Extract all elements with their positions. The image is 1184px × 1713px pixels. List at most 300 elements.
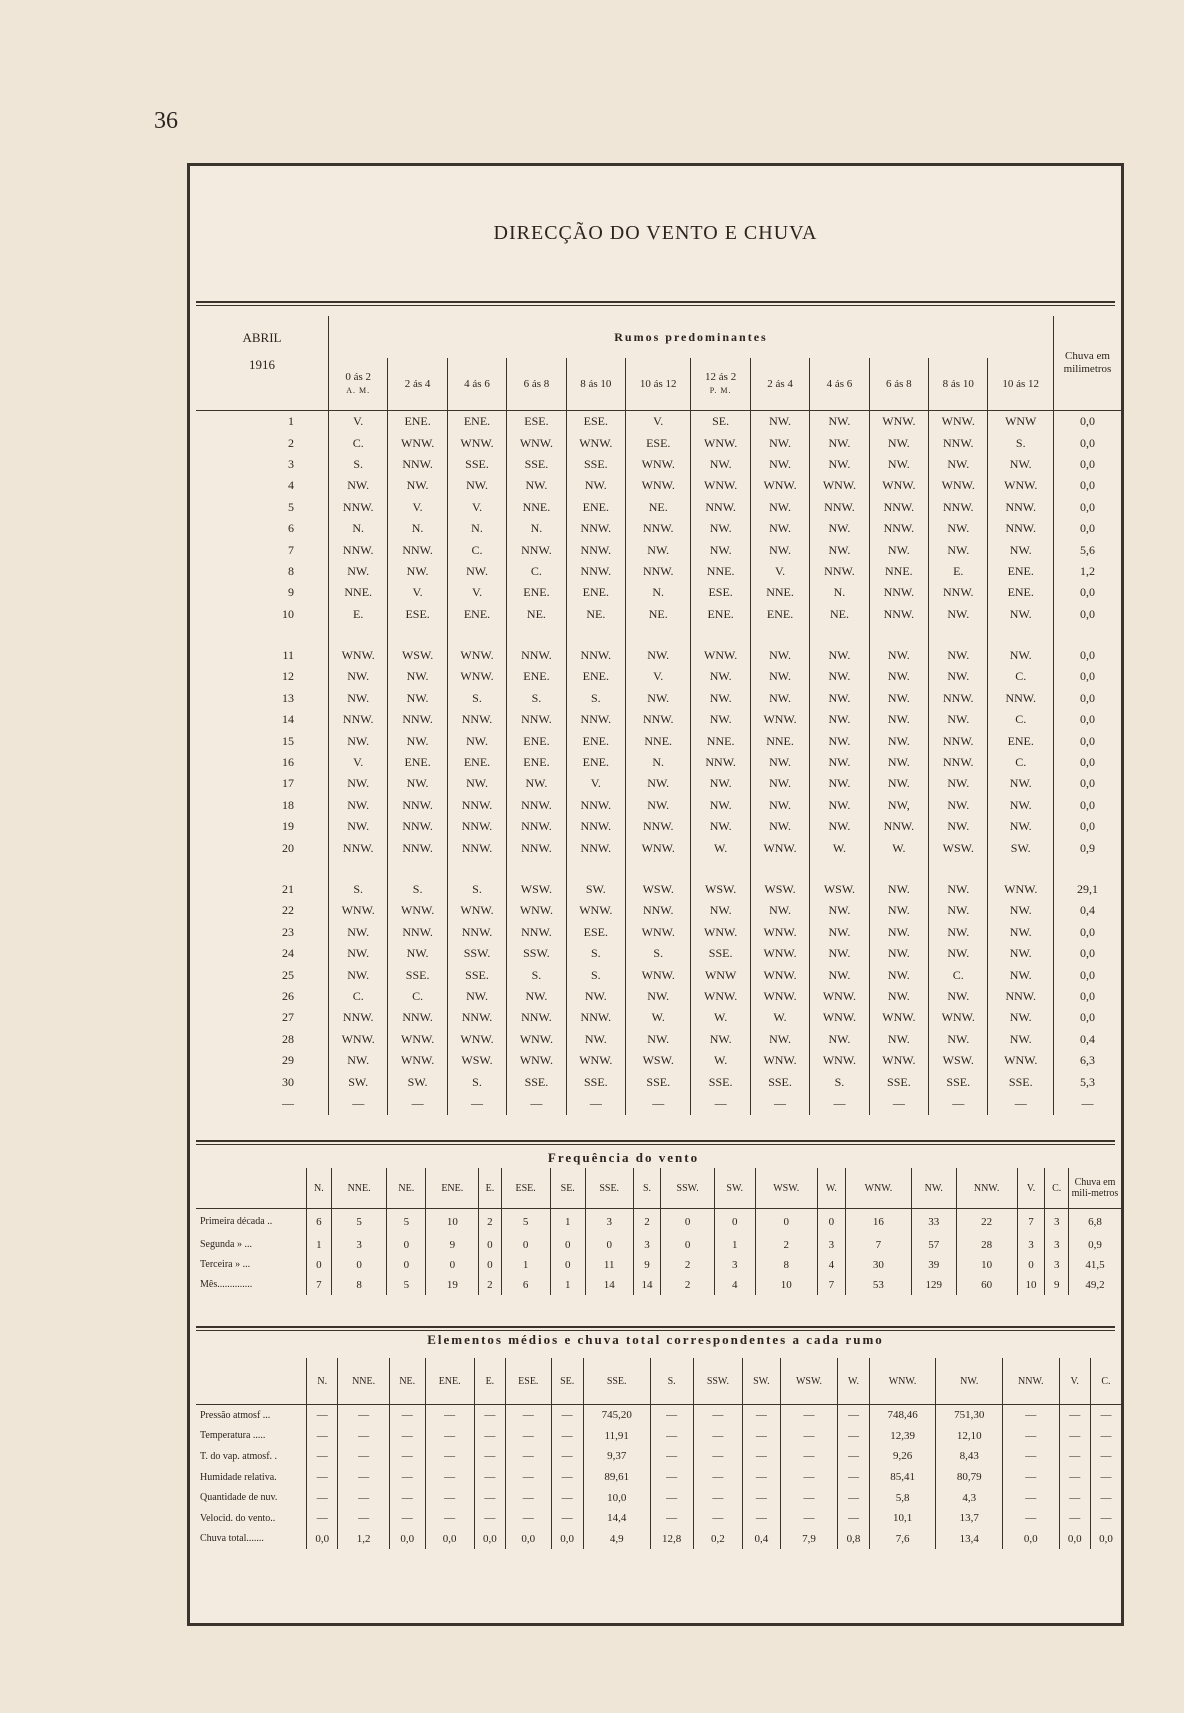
direction-cell: SSE. (507, 454, 566, 475)
direction-cell: SSE. (626, 1071, 691, 1092)
direction-cell: NW. (988, 943, 1054, 964)
direction-cell: ESE. (566, 411, 625, 433)
elem-cell: — (1090, 1487, 1121, 1508)
freq-column-header: NE. (387, 1168, 426, 1209)
day-cell: 7 (288, 542, 294, 557)
direction-cell: NNE. (329, 582, 388, 603)
direction-cell: ENE. (691, 604, 750, 625)
direction-cell: NW. (810, 900, 869, 921)
direction-cell: N. (329, 518, 388, 539)
table-row (196, 561, 1121, 582)
elem-cell: — (650, 1508, 693, 1529)
elem-column-header: C. (1090, 1358, 1121, 1405)
direction-cell: N. (388, 518, 447, 539)
hour-header: 0 ás 2 A. M. (329, 358, 388, 411)
direction-cell: NW. (869, 752, 928, 773)
direction-cell: WNW. (626, 454, 691, 475)
direction-cell: NW. (388, 561, 447, 582)
table-row (196, 518, 1121, 539)
direction-cell: WNW. (626, 837, 691, 858)
elem-column-header: NNE. (338, 1358, 389, 1405)
elem-cell: — (1090, 1426, 1121, 1447)
direction-cell: NW. (329, 666, 388, 687)
elem-cell: 80,79 (936, 1467, 1003, 1488)
direction-cell: NW. (929, 795, 988, 816)
elem-cell: — (338, 1405, 389, 1426)
direction-cell: NNW. (388, 837, 447, 858)
direction-cell: NW. (988, 964, 1054, 985)
direction-cell: NW. (869, 986, 928, 1007)
direction-cell: NNW. (626, 561, 691, 582)
table-row (196, 986, 1121, 1007)
elem-cell: 0,0 (425, 1529, 474, 1550)
rain-cell: 0,0 (1054, 773, 1122, 794)
direction-cell: NW. (507, 773, 566, 794)
elem-cell: 9,37 (583, 1446, 650, 1467)
elements-table (196, 1358, 1121, 1549)
direction-cell: NW. (810, 795, 869, 816)
elem-column-header: SW. (743, 1358, 781, 1405)
direction-cell: NW. (988, 645, 1054, 666)
row-label: Chuva total....... (200, 1533, 264, 1545)
elem-cell: — (743, 1508, 781, 1529)
elem-cell: 10,0 (583, 1487, 650, 1508)
table-row (196, 943, 1121, 964)
freq-section-title: Frequência do vento (547, 1150, 700, 1165)
direction-cell: WNW. (929, 475, 988, 496)
direction-cell: NNW. (507, 709, 566, 730)
direction-cell: WNW. (388, 900, 447, 921)
freq-column-header: C. (1045, 1168, 1069, 1209)
elem-cell: — (307, 1508, 338, 1529)
dash-cell: — (566, 1093, 625, 1115)
direction-cell: NW. (329, 475, 388, 496)
elem-cell: — (743, 1446, 781, 1467)
direction-cell: NNW. (566, 518, 625, 539)
day-cell: 2 (288, 435, 294, 450)
elem-cell: — (474, 1487, 505, 1508)
hour-header: 2 ás 4 (750, 358, 809, 411)
direction-cell: S. (626, 943, 691, 964)
elem-cell: — (551, 1467, 583, 1488)
table-row (196, 900, 1121, 921)
elem-cell: 0,0 (474, 1529, 505, 1550)
elem-cell: — (693, 1487, 742, 1508)
elem-cell: — (693, 1405, 742, 1426)
elem-cell: 12,8 (650, 1529, 693, 1550)
direction-cell: NNW. (507, 539, 566, 560)
direction-cell: NNW. (447, 922, 506, 943)
table-row (196, 1209, 1121, 1235)
freq-cell: 16 (845, 1209, 911, 1235)
direction-cell: NNW. (988, 688, 1054, 709)
day-cell: 1 (288, 414, 294, 429)
direction-cell: V. (329, 411, 388, 433)
table-row (196, 837, 1121, 858)
freq-cell: 0 (479, 1255, 501, 1275)
dash-cell: — (626, 1093, 691, 1115)
direction-cell: WNW. (329, 900, 388, 921)
direction-cell: V. (447, 582, 506, 603)
direction-cell: NW. (869, 773, 928, 794)
freq-cell: 30 (845, 1255, 911, 1275)
freq-cell: 0 (550, 1235, 585, 1255)
direction-cell: W. (626, 1007, 691, 1028)
direction-cell: C. (988, 709, 1054, 730)
direction-cell: NW. (329, 688, 388, 709)
direction-cell: NW. (929, 922, 988, 943)
elem-cell: — (838, 1508, 869, 1529)
direction-cell: NNW. (929, 432, 988, 453)
hour-header: 10 ás 12 (988, 358, 1054, 411)
direction-cell: NNW. (447, 709, 506, 730)
freq-cell: 0 (755, 1209, 817, 1235)
elem-cell: 11,91 (583, 1426, 650, 1447)
direction-cell: NW. (810, 666, 869, 687)
direction-cell: NW. (626, 688, 691, 709)
direction-cell: NNW. (869, 816, 928, 837)
elem-cell: 0,0 (506, 1529, 551, 1550)
direction-cell: NW, (869, 795, 928, 816)
direction-cell: NW. (329, 964, 388, 985)
direction-cell: SSE. (447, 454, 506, 475)
elem-cell: — (650, 1467, 693, 1488)
direction-cell: C. (329, 432, 388, 453)
elem-cell: — (693, 1426, 742, 1447)
direction-cell: NNW. (566, 816, 625, 837)
rain-cell: 0,0 (1054, 709, 1122, 730)
freq-cell: 9 (633, 1255, 661, 1275)
table-row (196, 1071, 1121, 1092)
freq-column-header: W. (817, 1168, 845, 1209)
freq-cell: 10 (755, 1275, 817, 1295)
direction-cell: V. (626, 666, 691, 687)
elem-cell: — (838, 1467, 869, 1488)
direction-cell: NNW. (869, 582, 928, 603)
elem-cell: — (474, 1405, 505, 1426)
rain-cell: 0,0 (1054, 730, 1122, 751)
freq-cell: 7 (307, 1275, 332, 1295)
row-label: Segunda » ... (200, 1239, 252, 1250)
direction-cell: NW. (929, 604, 988, 625)
direction-cell: NW. (329, 730, 388, 751)
direction-cell: WNW. (447, 666, 506, 687)
direction-cell: V. (566, 773, 625, 794)
direction-cell: SW. (329, 1071, 388, 1092)
rain-cell: 0,0 (1054, 454, 1122, 475)
table-row (196, 1235, 1121, 1255)
direction-cell: WNW. (329, 1029, 388, 1050)
dash-cell: — (750, 1093, 809, 1115)
table-row (196, 1487, 1121, 1508)
elem-column-header: NW. (936, 1358, 1003, 1405)
direction-cell: SW. (388, 1071, 447, 1092)
elem-cell: — (307, 1487, 338, 1508)
freq-cell: 2 (755, 1235, 817, 1255)
direction-cell: V. (329, 752, 388, 773)
direction-cell: NNW. (988, 497, 1054, 518)
direction-cell: NNW. (988, 518, 1054, 539)
direction-cell: WNW. (750, 709, 809, 730)
direction-cell: NNW. (810, 497, 869, 518)
freq-cell: 5 (387, 1275, 426, 1295)
direction-cell: NNW. (329, 539, 388, 560)
direction-cell: S. (447, 1071, 506, 1092)
direction-cell: WNW. (988, 475, 1054, 496)
freq-cell: 1 (714, 1235, 755, 1255)
freq-rain-cell: 6,8 (1069, 1209, 1122, 1235)
freq-cell: 57 (912, 1235, 956, 1255)
direction-cell: NNW. (566, 561, 625, 582)
direction-cell: WNW. (507, 1029, 566, 1050)
direction-cell: W. (691, 1007, 750, 1028)
elem-cell: — (1003, 1426, 1059, 1447)
direction-cell: NW. (810, 432, 869, 453)
direction-cell: ENE. (988, 730, 1054, 751)
direction-cell: WNW. (566, 1050, 625, 1071)
direction-cell: NW. (388, 666, 447, 687)
rain-cell: 0,0 (1054, 475, 1122, 496)
direction-cell: NW. (988, 816, 1054, 837)
row-label: Humidade relativa. (200, 1471, 277, 1483)
freq-column-header: WSW. (755, 1168, 817, 1209)
direction-cell: NW. (869, 922, 928, 943)
elem-column-header: V. (1059, 1358, 1090, 1405)
freq-column-header: ESE. (501, 1168, 550, 1209)
hour-header: 4 ás 6 (810, 358, 869, 411)
direction-cell: C. (507, 561, 566, 582)
direction-cell: NW. (388, 475, 447, 496)
hour-header: 6 ás 8 (507, 358, 566, 411)
table-row (196, 752, 1121, 773)
direction-cell: S. (507, 688, 566, 709)
direction-cell: ENE. (566, 666, 625, 687)
elem-column-header: SE. (551, 1358, 583, 1405)
divider (196, 1140, 1115, 1145)
table-row (196, 411, 1121, 433)
elem-column-header: S. (650, 1358, 693, 1405)
direction-cell: NE. (626, 604, 691, 625)
dash-cell: — (810, 1093, 869, 1115)
direction-cell: NW. (691, 773, 750, 794)
dash-cell: — (988, 1093, 1054, 1115)
dash-cell: — (507, 1093, 566, 1115)
elem-cell: — (838, 1446, 869, 1467)
elem-cell: — (780, 1467, 838, 1488)
elem-cell: — (693, 1508, 742, 1529)
dash-cell: — (1054, 1093, 1122, 1115)
direction-cell: NE. (566, 604, 625, 625)
direction-cell: NNW. (869, 518, 928, 539)
elem-cell: — (551, 1405, 583, 1426)
direction-cell: NW. (988, 900, 1054, 921)
direction-cell: NNW. (869, 604, 928, 625)
elem-column-header: W. (838, 1358, 869, 1405)
direction-cell: S. (566, 943, 625, 964)
freq-cell: 3 (331, 1235, 387, 1255)
freq-cell: 60 (956, 1275, 1017, 1295)
rain-cell: 29,1 (1054, 879, 1122, 900)
freq-cell: 0 (661, 1235, 715, 1255)
direction-cell: S. (447, 688, 506, 709)
elem-cell: — (1090, 1405, 1121, 1426)
day-cell: 28 (282, 1031, 294, 1046)
elem-cell: 8,43 (936, 1446, 1003, 1467)
freq-cell: 53 (845, 1275, 911, 1295)
direction-cell: WSW. (929, 837, 988, 858)
freq-rain-header: Chuva em mili-metros (1069, 1168, 1122, 1209)
direction-cell: NW. (447, 986, 506, 1007)
direction-cell: WNW. (329, 645, 388, 666)
direction-cell: NW. (810, 411, 869, 433)
elem-cell: 0,0 (1090, 1529, 1121, 1550)
direction-cell: V. (750, 561, 809, 582)
direction-cell: NW. (810, 688, 869, 709)
elem-cell: 14,4 (583, 1508, 650, 1529)
direction-cell: ENE. (988, 561, 1054, 582)
direction-cell: W. (869, 837, 928, 858)
day-cell: 26 (282, 988, 294, 1003)
direction-cell: C. (988, 752, 1054, 773)
elem-cell: 0,0 (307, 1529, 338, 1550)
freq-cell: 0 (550, 1255, 585, 1275)
direction-cell: NNW. (929, 688, 988, 709)
direction-cell: NNW. (329, 837, 388, 858)
direction-cell: SSE. (869, 1071, 928, 1092)
direction-cell: WNW. (810, 1050, 869, 1071)
table-row (196, 604, 1121, 625)
freq-cell: 7 (817, 1275, 845, 1295)
elem-cell: — (338, 1487, 389, 1508)
elem-cell: 0,2 (693, 1529, 742, 1550)
direction-cell: NW. (691, 518, 750, 539)
dash-cell: — (691, 1093, 750, 1115)
direction-cell: NNW. (388, 795, 447, 816)
direction-cell: WNW. (810, 475, 869, 496)
direction-cell: SSE. (691, 1071, 750, 1092)
freq-cell: 10 (1017, 1275, 1045, 1295)
direction-cell: C. (929, 964, 988, 985)
elem-cell: — (389, 1405, 425, 1426)
document-frame (187, 163, 1124, 1626)
direction-cell: NW. (626, 773, 691, 794)
direction-cell: SSE. (566, 454, 625, 475)
direction-cell: NW. (691, 454, 750, 475)
elem-column-header: WNW. (869, 1358, 936, 1405)
direction-cell: WNW. (750, 837, 809, 858)
elem-cell: — (389, 1446, 425, 1467)
direction-cell: V. (626, 411, 691, 433)
direction-cell: N. (447, 518, 506, 539)
direction-cell: NW. (447, 475, 506, 496)
freq-cell: 5 (331, 1209, 387, 1235)
direction-cell: S. (566, 964, 625, 985)
direction-cell: WSW. (929, 1050, 988, 1071)
direction-cell: ENE. (750, 604, 809, 625)
freq-cell: 4 (817, 1255, 845, 1275)
dash-cell: — (447, 1093, 506, 1115)
elem-cell: — (743, 1426, 781, 1447)
direction-cell: NW. (750, 816, 809, 837)
direction-cell: WNW. (566, 900, 625, 921)
table-row (196, 1029, 1121, 1050)
direction-cell: WNW. (929, 411, 988, 433)
elem-cell: — (338, 1426, 389, 1447)
direction-cell: WNW. (750, 964, 809, 985)
page-number: 36 (154, 108, 178, 134)
day-cell: 19 (282, 819, 294, 834)
direction-cell: S. (988, 432, 1054, 453)
direction-cell: WNW. (507, 900, 566, 921)
direction-cell: WNW. (988, 1050, 1054, 1071)
freq-cell: 3 (1045, 1255, 1069, 1275)
direction-cell: WNW. (869, 475, 928, 496)
direction-cell: WSW. (626, 1050, 691, 1071)
direction-cell: ENE. (507, 582, 566, 603)
elem-cell: — (425, 1405, 474, 1426)
direction-cell: SSE. (388, 964, 447, 985)
direction-cell: W. (691, 1050, 750, 1071)
direction-cell: NW. (750, 666, 809, 687)
freq-rain-cell: 0,9 (1069, 1235, 1122, 1255)
direction-cell: SE. (691, 411, 750, 433)
direction-cell: NW. (869, 645, 928, 666)
freq-column-header: SSW. (661, 1168, 715, 1209)
freq-cell: 2 (479, 1209, 501, 1235)
row-label: Quantidade de nuv. (200, 1492, 278, 1504)
direction-cell: NW. (929, 773, 988, 794)
direction-cell: WNW. (750, 943, 809, 964)
direction-cell: WNW. (750, 986, 809, 1007)
direction-cell: NW. (691, 539, 750, 560)
freq-cell: 0 (1017, 1255, 1045, 1275)
direction-cell: NW. (869, 943, 928, 964)
direction-cell: E. (929, 561, 988, 582)
direction-cell: NNW. (626, 900, 691, 921)
freq-column-header: NNE. (331, 1168, 387, 1209)
freq-cell: 6 (307, 1209, 332, 1235)
direction-cell: NW. (447, 730, 506, 751)
direction-cell: NNW. (447, 795, 506, 816)
direction-cell: NW. (810, 773, 869, 794)
rain-cell: 0,9 (1054, 837, 1122, 858)
elem-cell: — (506, 1426, 551, 1447)
direction-cell: NE. (810, 604, 869, 625)
direction-cell: C. (447, 539, 506, 560)
elem-cell: — (506, 1405, 551, 1426)
table-row (196, 964, 1121, 985)
table-row (196, 1508, 1121, 1529)
direction-cell: NNW. (869, 497, 928, 518)
elem-cell: — (1059, 1426, 1090, 1447)
rain-cell: 0,0 (1054, 432, 1122, 453)
direction-cell: NW. (929, 666, 988, 687)
table-row (196, 922, 1121, 943)
direction-cell: NW. (566, 1029, 625, 1050)
elem-cell: — (425, 1446, 474, 1467)
direction-cell: SSE. (988, 1071, 1054, 1092)
day-cell: 4 (288, 478, 294, 493)
day-cell: 27 (282, 1010, 294, 1025)
table-row (196, 497, 1121, 518)
freq-cell: 2 (479, 1275, 501, 1295)
dash-cell: — (282, 1096, 294, 1111)
direction-cell: NE. (507, 604, 566, 625)
elem-cell: 12,10 (936, 1426, 1003, 1447)
elem-cell: 0,0 (389, 1529, 425, 1550)
freq-cell: 3 (714, 1255, 755, 1275)
direction-cell: ENE. (566, 497, 625, 518)
